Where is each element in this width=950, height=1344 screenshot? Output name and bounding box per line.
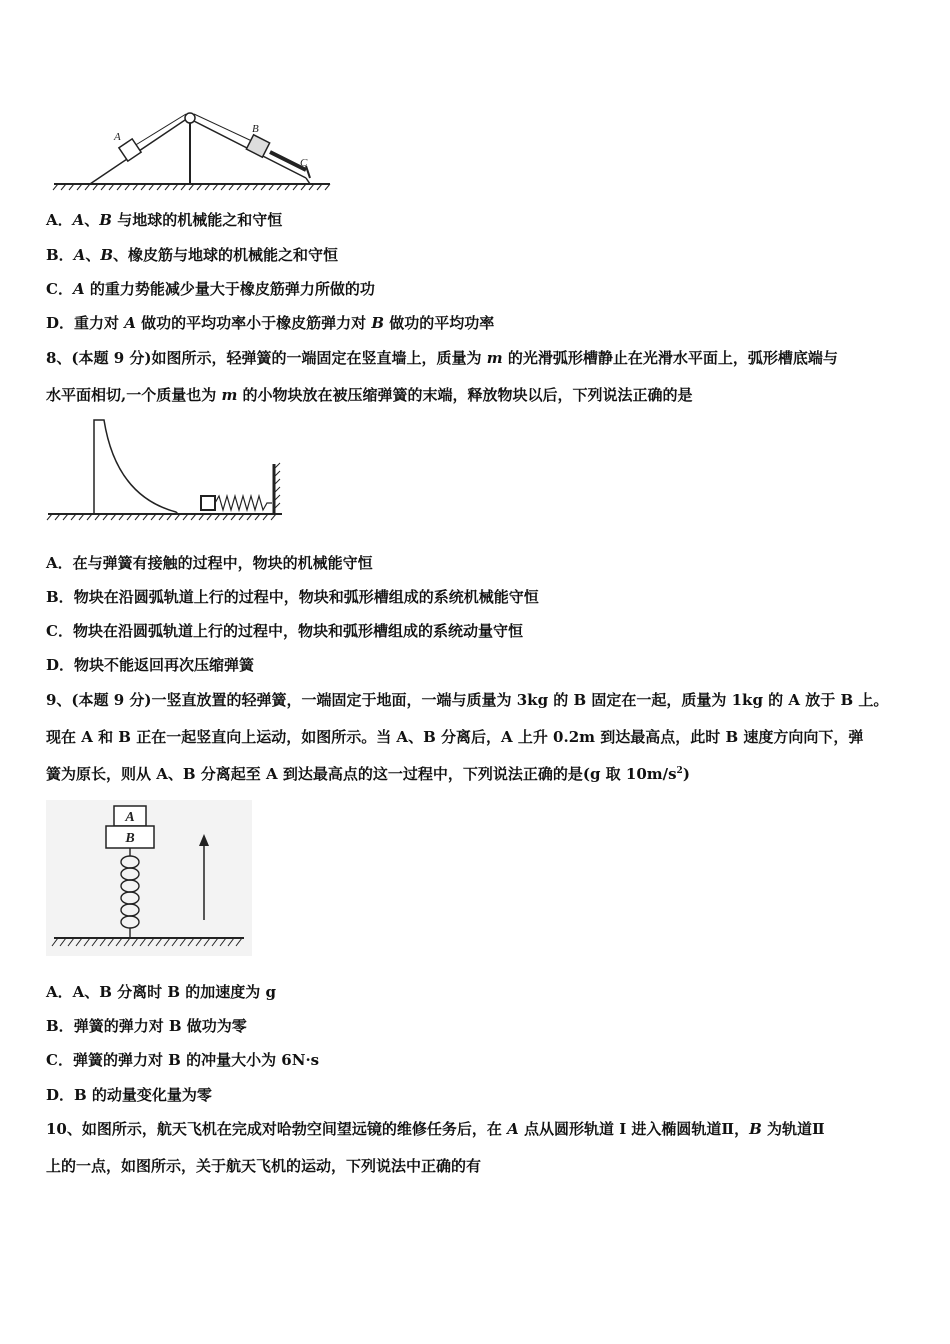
option-key: D．: [46, 656, 75, 674]
option-text: 弹簧的弹力对 B 的冲量大小为 6N·s: [72, 1051, 320, 1069]
option-var: A: [72, 211, 85, 229]
q8-option-b: [46, 587, 916, 607]
q9-figure: [46, 800, 252, 956]
stem-text: 的小物块放在被压缩弹簧的末端，释放物块以后，下列说法正确的是: [237, 386, 693, 404]
option-text: 的重力势能减少量大于橡皮筋弹力所做的功: [84, 280, 375, 298]
option-text: 、橡皮筋与地球的机械能之和守恒: [113, 246, 339, 264]
option-text: 在与弹簧有接触的过程中，物块的机械能守恒: [72, 554, 373, 572]
option-key: C．: [46, 622, 73, 640]
q10-stem-line-2: 上的一点，如图所示，关于航天飞机的运动，下列说法中正确的有: [46, 1157, 482, 1175]
stem-text: 8、(本题 9 分)如图所示，轻弹簧的一端固定在竖直墙上，质量为: [46, 349, 487, 367]
q7-option-a: [46, 210, 916, 230]
option-text: 弹簧的弹力对 B 做功为零: [73, 1017, 247, 1035]
q7-option-b: [46, 245, 916, 265]
option-var: A: [124, 314, 136, 332]
option-key: A．: [46, 554, 73, 572]
option-key: C．: [46, 280, 73, 298]
q8-stem-line-1: [46, 348, 916, 368]
option-text: B 的动量变化量为零: [74, 1086, 212, 1104]
stem-superscript: 2: [676, 766, 683, 776]
q10-stem-line-1: [46, 1119, 916, 1139]
stem-var: m: [221, 386, 238, 404]
option-key: D．: [46, 314, 75, 332]
stem-text: 点从圆形轨道 I 进入椭圆轨道Ⅱ，: [518, 1120, 750, 1138]
q7-label-c: C: [300, 157, 308, 169]
q8-option-d: [46, 655, 916, 675]
option-text: 物块不能返回再次压缩弹簧: [74, 656, 255, 674]
q9-stem-line-1: 9、(本题 9 分)一竖直放置的轻弹簧，一端固定于地面，一端与质量为 3kg 的 B 固定在一起，质量为 1kg 的 A 放于 B 上。: [46, 691, 889, 709]
stem-text: 10、如图所示，航天飞机在完成对哈勃空间望远镜的维修任务后，在: [46, 1120, 508, 1138]
q9-stem-line-2: 现在 A 和 B 正在一起竖直向上运动，如图所示。当 A、B 分离后，A 上升 0.2m 到达最高点，此时 B 速度方向向下，弹: [46, 728, 864, 746]
option-text: 物块在沿圆弧轨道上行的过程中，物块和弧形槽组成的系统动量守恒: [72, 622, 523, 640]
q8-stem-line-2: [46, 385, 916, 405]
q9-option-a: [46, 982, 916, 1002]
option-text: 重力对: [74, 314, 125, 332]
option-key: A．: [46, 211, 73, 229]
option-key: B．: [46, 246, 74, 264]
option-text: 物块在沿圆弧轨道上行的过程中，物块和弧形槽组成的系统机械能守恒: [73, 588, 539, 606]
stem-text: 的光滑弧形槽静止在光滑水平面上，弧形槽底端与: [502, 349, 838, 367]
option-text: 做功的平均功率小于橡皮筋弹力对: [135, 314, 372, 332]
option-var: B: [100, 246, 114, 264]
stem-var: m: [486, 349, 503, 367]
q8-option-a: [46, 553, 916, 573]
option-var: B: [371, 314, 385, 332]
q7-option-c: [46, 279, 916, 299]
q9-option-b: [46, 1016, 916, 1036]
stem-text: ): [682, 765, 690, 783]
option-key: D．: [46, 1086, 75, 1104]
q9-option-c: [46, 1050, 916, 1070]
option-text: 做功的平均功率: [384, 314, 495, 332]
option-key: C．: [46, 1051, 73, 1069]
stem-var: B: [749, 1120, 762, 1138]
option-key: B．: [46, 1017, 74, 1035]
option-text: 与地球的机械能之和守恒: [111, 211, 283, 229]
option-text: A、B 分离时 B 的加速度为 g: [72, 983, 277, 1001]
stem-text: 为轨道Ⅱ: [761, 1120, 825, 1138]
option-var: A: [73, 246, 86, 264]
stem-text: 簧为原长，则从 A、B 分离起至 A 到达最高点的这一过程中，下列说法正确的是(g 取 10m/s: [46, 765, 677, 783]
option-key: B．: [46, 588, 74, 606]
q9-label-a: A: [125, 810, 135, 825]
q8-option-c: [46, 621, 916, 641]
q7-figure: [48, 108, 338, 192]
q8-figure: [46, 416, 286, 524]
option-var: A: [72, 280, 85, 298]
q7-label-a: A: [114, 131, 121, 143]
option-text: 、: [85, 246, 101, 264]
q7-option-d: [46, 313, 916, 333]
option-text: 、: [84, 211, 100, 229]
option-var: B: [99, 211, 112, 229]
q9-stem-line-3: [46, 764, 916, 784]
q9-option-d: [46, 1085, 916, 1105]
q9-label-b: B: [125, 831, 135, 846]
stem-var: A: [507, 1120, 519, 1138]
q7-label-b: B: [252, 123, 259, 135]
option-key: A．: [46, 983, 73, 1001]
stem-text: 水平面相切,一个质量也为: [46, 386, 222, 404]
